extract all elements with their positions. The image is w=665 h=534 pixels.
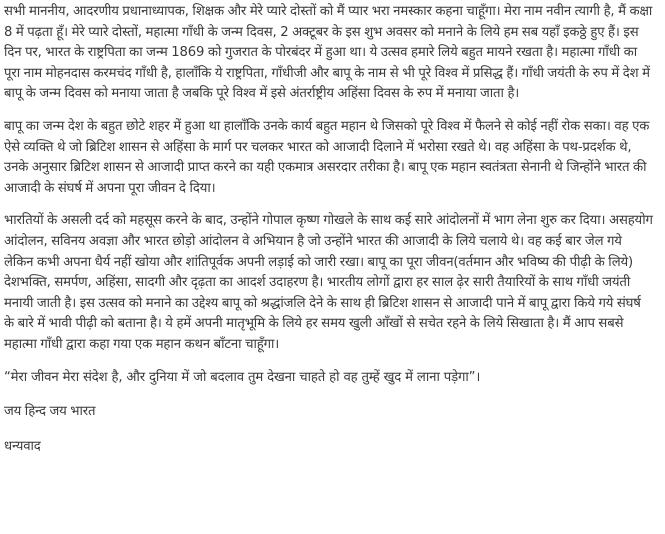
freedom-struggle-paragraph: भारतियों के असली दर्द को महसूस करने के बाद, उन्होंने गोपाल कृष्ण गोखले के साथ कई सारे आंदोलनों में भाग लेना शुरु कर दिया। असहयोग आंदोलन, सविनय अवज्ञा और भारत छोड़ो आंदोलन वे अभियान है जो उन्होंने भारत की आजादी के लिये चलाये थे। वह कई बार जेल गये लेकिन कभी अपना धैर्य नहीं खोया और शांतिपूर्वक अपनी लड़ाई को जारी रखा। बापू का पूरा जीवन(वर्तमान और भविष्य की पीढ़ी के लिये) देशभक्ति, समर्पण, अहिंसा, सादगी और दृढ़ता का आदर्श उदाहरण है। भारतीय लोगों द्वारा हर साल ढ़ेर सारी तैयारियों के साथ गाँधी जयंती मनायी जाती है। इस उत्सव को मनाने का उद्देश्य बापू को श्रद्धांजलि देने के साथ ही ब्रिटिश शासन से आजादी पाने में बापू द्वारा किये गये संघर्ष के बारे में भावी पीढ़ी को बताना है। ये हमें अपनी मातृभूमि के लिये हर समय खुली आँखों से सचेत रहने के लिये सिखाता है। मैं आप सबसे महात्मा गाँधी द्वारा कहा गया एक महान कथन बाँटना चाहूँगा।	[4, 213, 653, 352]
jai-hind-slogan: जय हिन्द जय भारत	[4, 404, 96, 420]
intro-paragraph: सभी माननीय, आदरणीय प्रधानाध्यापक, शिक्षक और मेरे प्यारे दोस्तों को मैं प्यार भरा नमस्कार कहना चाहूँगा। मेरा नाम नवीन त्यागी है, मैं कक्षा 8 में पढ़ता हूँ। मेरे प्यारे दोस्तों, महात्मा गाँधी के जन्म दिवस, 2 अक्टूबर के इस शुभ अवसर को मनाने के लिये हम सब यहाँ इकठ्ठे हुए हैं। इस दिन पर, भारत के राष्ट्रपिता का जन्म 1869 को गुजरात के पोरबंदर में हुआ था। ये उत्सव हमारे लिये बहुत मायने रखता है। महात्मा गाँधी का पूरा नाम मोहनदास करमचंद गाँधी है, हालाँकि ये राष्ट्रपिता, गाँधीजी और बापू के नाम से भी पूरे विश्व में प्रसिद्ध हैं। गाँधी जयंती के रुप में देश में बापू के जन्म दिवस को मनाया जाता है जबकि पूरे विश्व में इसे अंतर्राष्ट्रीय अहिंसा दिवस के रुप में मनाया जाता है।	[4, 4, 653, 102]
closing-thanks: धन्यवाद	[4, 438, 41, 454]
gandhi-quote: “मेरा जीवन मेरा संदेश है, और दुनिया में जो बदलाव तुम देखना चाहते हो वह तुम्हें खुद में लाना पड़ेगा”।	[4, 369, 481, 385]
bapu-life-paragraph: बापू का जन्म देश के बहुत छोटे शहर में हुआ था हालाँकि उनके कार्य बहुत महान थे जिसको पूरे विश्व में फैलने से कोई नहीं रोक सका। वह एक ऐसे व्यक्ति थे जो ब्रिटिश शासन से अहिंसा के मार्ग पर चलकर भारत को आजादी दिलाने में भरोसा रखते थे। वह अहिंसा के पथ-प्रदर्शक थे, उनके अनुसार ब्रिटिश शासन से आजादी प्राप्त करने का यही एकमात्र असरदार तरीका है। बापू एक महान स्वतंत्रता सेनानी थे जिन्होंने भारत की आजादी के संघर्ष में अपना पूरा जीवन दे दिया।	[4, 118, 650, 196]
